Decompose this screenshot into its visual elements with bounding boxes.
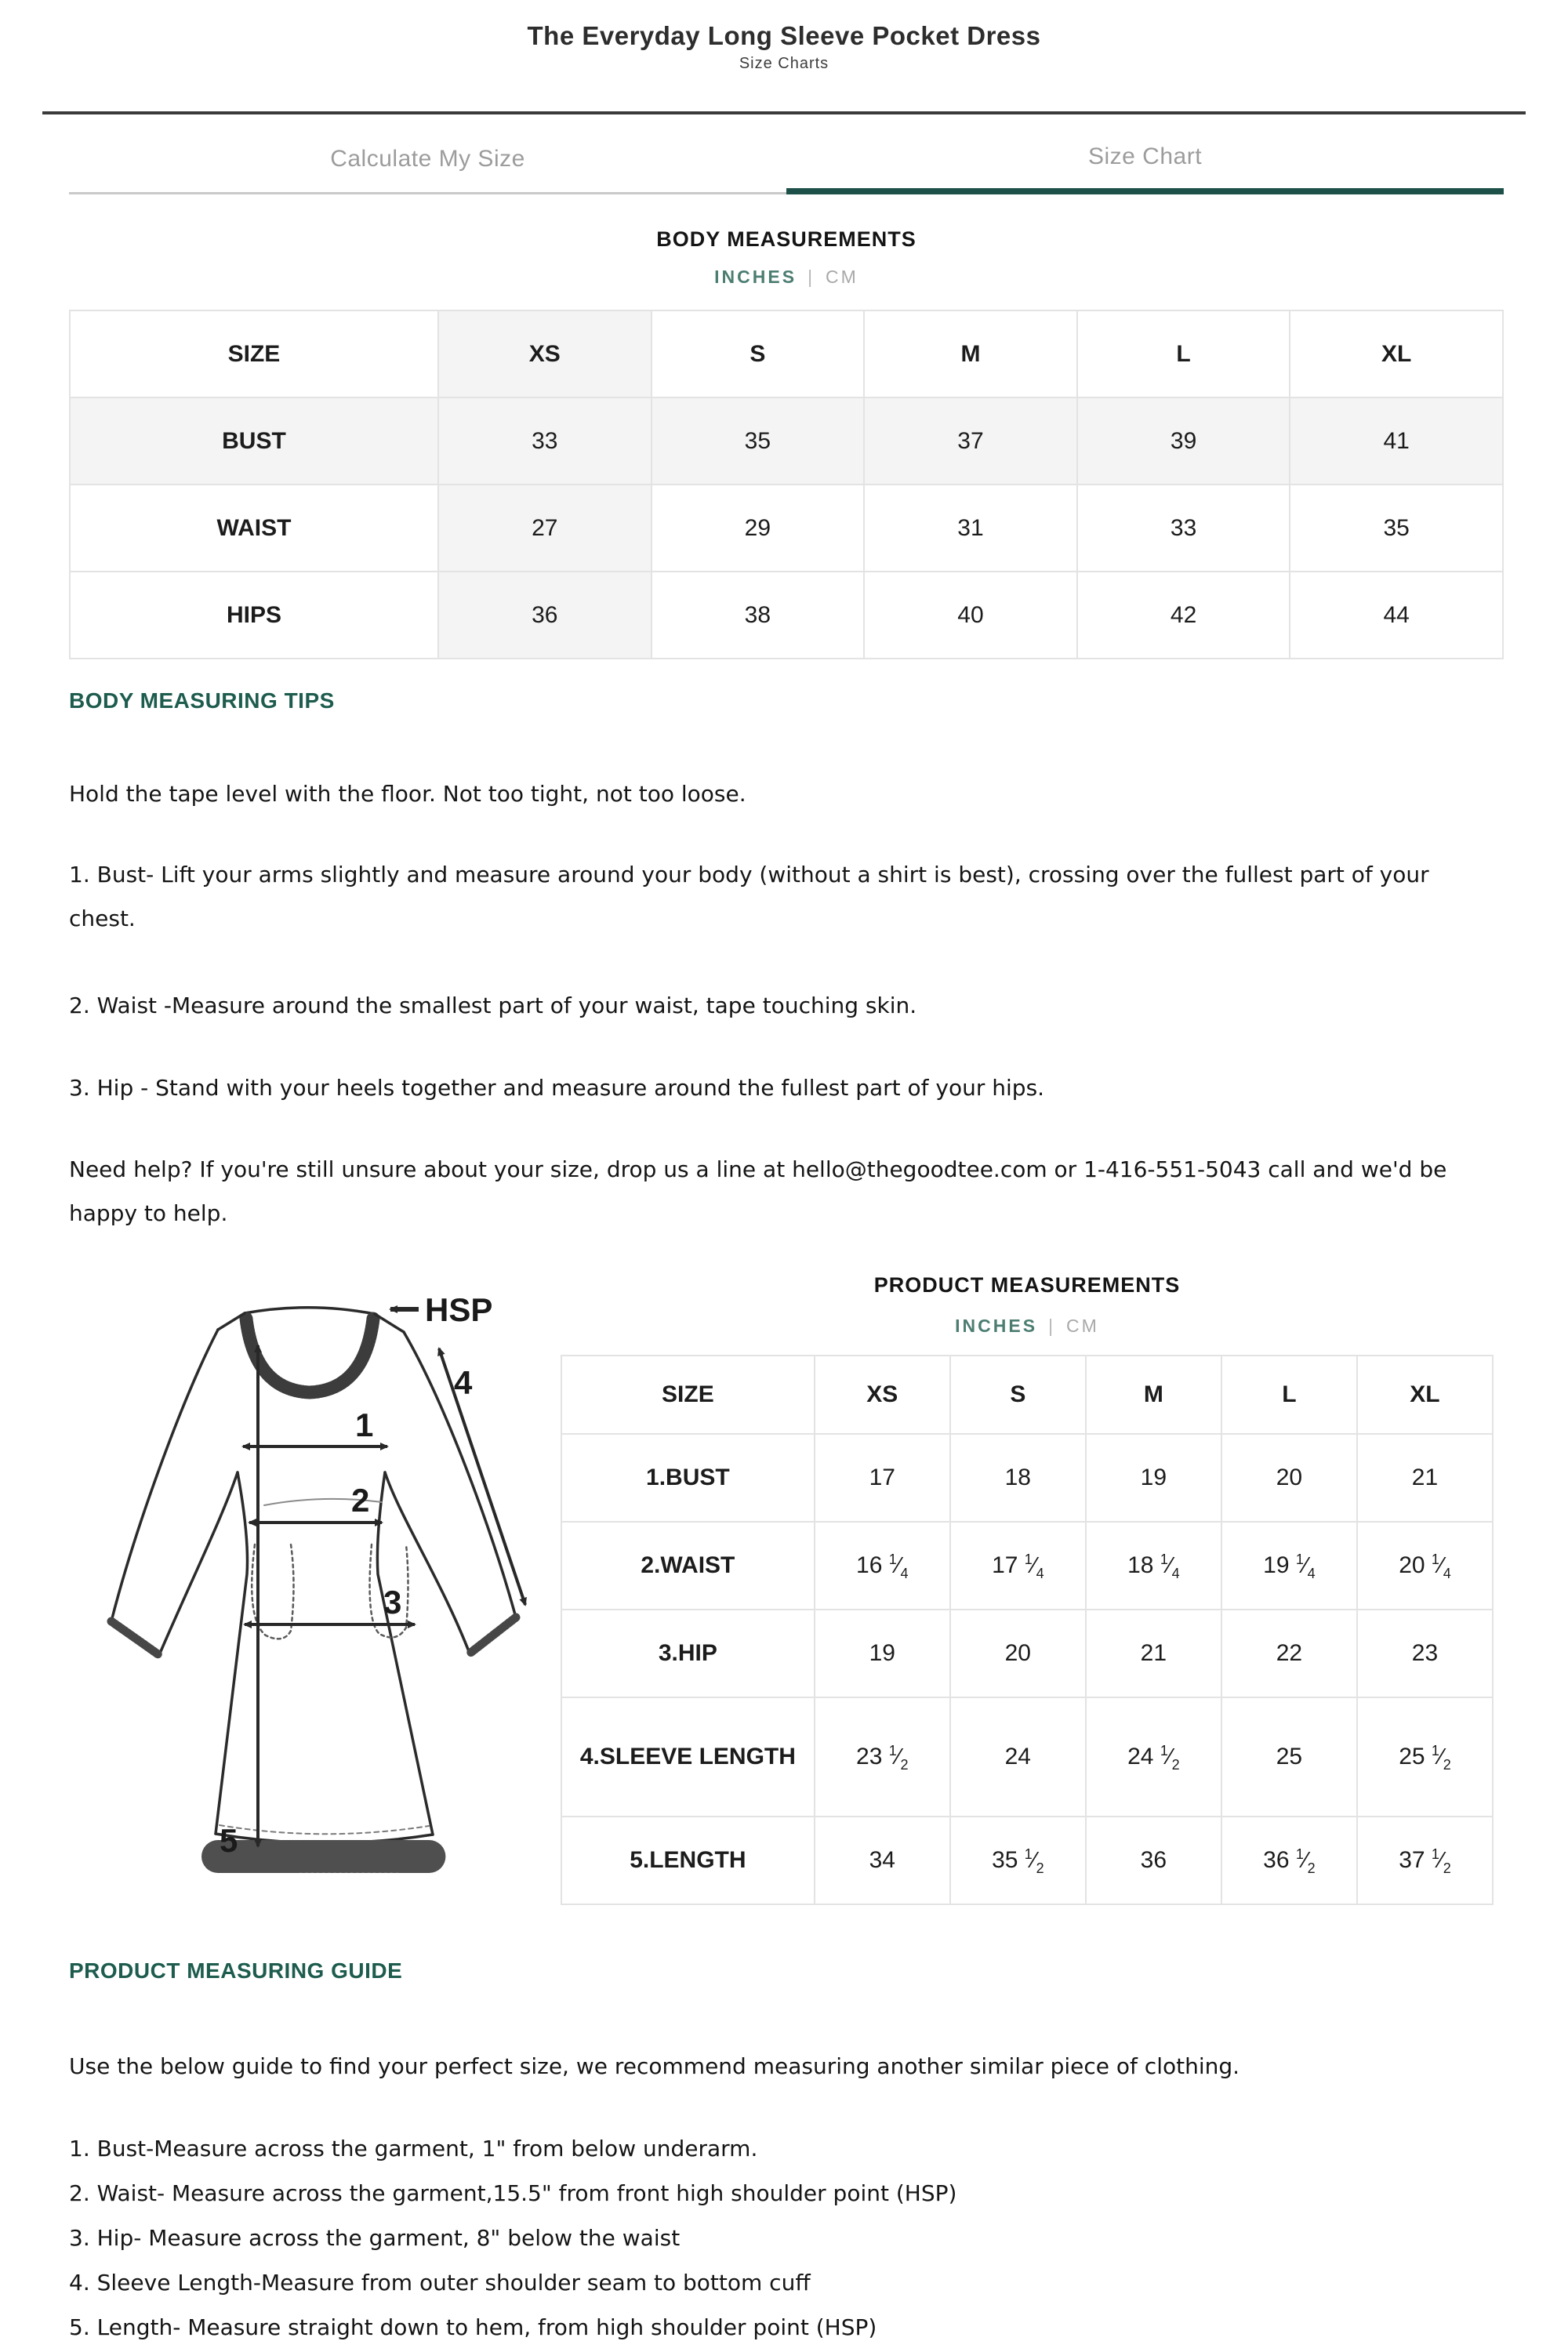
body-measuring-tips-heading: BODY MEASURING TIPS — [69, 688, 335, 713]
sleeve-arrow — [439, 1348, 525, 1605]
column-header-xl: XL — [1290, 310, 1503, 397]
row-label-waist: WAIST — [70, 485, 438, 572]
column-header-size: SIZE — [70, 310, 438, 397]
column-header-xl: XL — [1357, 1356, 1493, 1434]
table-row-hip — [561, 1610, 1493, 1697]
table-cell: 34 — [815, 1817, 950, 1904]
table-cell: 35 $^1⁄_2$ — [950, 1817, 1086, 1904]
row-label-waist: 2.WAIST — [561, 1522, 815, 1610]
column-header-l: L — [1221, 1356, 1357, 1434]
guide-item-length: 5. Length- Measure straight down to hem, from high shoulder point (HSP) — [69, 2314, 877, 2340]
row-label-hip: 3.HIP — [561, 1610, 815, 1697]
table-cell: 17 $^1⁄_4$ — [950, 1522, 1086, 1610]
table-cell: 36 $^1⁄_2$ — [1221, 1817, 1357, 1904]
left-cuff — [111, 1621, 159, 1655]
table-cell: 25 — [1221, 1697, 1357, 1817]
product-unit-toggle — [561, 1316, 1494, 1337]
guide-list — [69, 2126, 1472, 2350]
dress-measurement-diagram — [64, 1270, 550, 1897]
column-header-s: S — [652, 310, 865, 397]
header-divider — [42, 111, 1526, 114]
unit-separator: | — [808, 267, 815, 287]
tab-size-chart[interactable]: Size Chart — [786, 125, 1504, 194]
body-measurements-heading: BODY MEASUREMENTS — [656, 227, 916, 251]
length-label: 5 — [220, 1822, 238, 1859]
guide-item-bust: 1. Bust-Measure across the garment, 1" from below underarm. — [69, 2136, 758, 2161]
column-header-m: M — [1086, 1356, 1221, 1434]
help-text: Need help? If you're still unsure about your size, drop us a line at hello@thegoodtee.com or 1-416-551-5043 call and we'd be happy to help. — [69, 1156, 1447, 1226]
waist-label: 2 — [351, 1482, 370, 1519]
table-cell: 29 — [652, 485, 865, 572]
table-cell: 33 — [438, 397, 652, 485]
body-measurements-table — [69, 310, 1504, 659]
product-measurements-heading: PRODUCT MEASUREMENTS — [873, 1273, 1181, 1297]
guide-intro: Use the below guide to find your perfect size, we recommend measuring another similar piece of clothing. — [69, 2053, 1240, 2079]
table-cell: 41 — [1290, 397, 1503, 485]
guide-item-hip: 3. Hip- Measure across the garment, 8" below the waist — [69, 2225, 681, 2251]
table-cell: 40 — [864, 572, 1077, 659]
right-cuff — [470, 1617, 516, 1653]
table-cell: 24 — [950, 1697, 1086, 1817]
row-label-bust: 1.BUST — [561, 1434, 815, 1522]
table-row-waist — [70, 485, 1503, 572]
table-cell: 36 — [1086, 1817, 1221, 1904]
page-title: The Everyday Long Sleeve Pocket Dress — [527, 21, 1041, 50]
table-cell: 33 — [1077, 485, 1290, 572]
table-header-row — [561, 1356, 1493, 1434]
tab-bar — [69, 125, 1504, 194]
table-row-bust — [70, 397, 1503, 485]
table-cell: 19 — [1086, 1434, 1221, 1522]
unit-cm-toggle[interactable]: CM — [826, 267, 858, 287]
column-header-xs: XS — [438, 310, 652, 397]
unit-inches-toggle[interactable]: INCHES — [955, 1316, 1038, 1336]
body-unit-toggle — [69, 267, 1504, 288]
table-cell: 21 — [1357, 1434, 1493, 1522]
table-cell: 25 $^1⁄_2$ — [1357, 1697, 1493, 1817]
guide-item-waist: 2. Waist- Measure across the garment,15.5" from front high shoulder point (HSP) — [69, 2180, 957, 2206]
table-cell: 18 $^1⁄_4$ — [1086, 1522, 1221, 1610]
tip-waist: 2. Waist -Measure around the smallest part of your waist, tape touching skin. — [69, 993, 917, 1018]
column-header-l: L — [1077, 310, 1290, 397]
table-row-waist — [561, 1522, 1493, 1610]
table-cell: 27 — [438, 485, 652, 572]
table-header-row — [70, 310, 1503, 397]
tip-bust: 1. Bust- Lift your arms slightly and measure around your body (without a shirt is best), crossing over the fullest part of your chest. — [69, 862, 1429, 931]
table-cell: 35 — [652, 397, 865, 485]
product-measuring-guide-heading: PRODUCT MEASURING GUIDE — [69, 1958, 403, 1983]
table-cell: 23 — [1357, 1610, 1493, 1697]
column-header-xs: XS — [815, 1356, 950, 1434]
tab-calculate-my-size[interactable]: Calculate My Size — [69, 125, 786, 194]
table-row-hips — [70, 572, 1503, 659]
table-cell: 20 $^1⁄_4$ — [1357, 1522, 1493, 1610]
table-cell: 18 — [950, 1434, 1086, 1522]
table-cell: 37 — [864, 397, 1077, 485]
table-cell: 31 — [864, 485, 1077, 572]
table-cell: 36 — [438, 572, 652, 659]
table-cell: 39 — [1077, 397, 1290, 485]
tip-hip: 3. Hip - Stand with your heels together and measure around the fullest part of your hips. — [69, 1075, 1045, 1101]
column-header-s: S — [950, 1356, 1086, 1434]
table-cell: 16 $^1⁄_4$ — [815, 1522, 950, 1610]
product-measurements-table — [561, 1355, 1494, 1905]
masthead — [0, 19, 1568, 73]
table-row-bust — [561, 1434, 1493, 1522]
unit-separator: | — [1048, 1316, 1056, 1336]
table-cell: 23 $^1⁄_2$ — [815, 1697, 950, 1817]
product-measurements-section — [69, 1270, 1504, 1921]
table-cell: 44 — [1290, 572, 1503, 659]
table-cell: 17 — [815, 1434, 950, 1522]
table-cell: 21 — [1086, 1610, 1221, 1697]
table-cell: 35 — [1290, 485, 1503, 572]
neckline-trim — [246, 1319, 373, 1392]
tips-intro: Hold the tape level with the floor. Not too tight, not too loose. — [69, 781, 746, 807]
row-label-sleeve-length: 4.SLEEVE LENGTH — [561, 1697, 815, 1817]
page-subtitle: Size Charts — [739, 55, 829, 72]
sleeve-label: 4 — [454, 1364, 473, 1401]
table-cell: 37 $^1⁄_2$ — [1357, 1817, 1493, 1904]
guide-item-sleeve: 4. Sleeve Length-Measure from outer shoulder seam to bottom cuff — [69, 2270, 811, 2296]
bust-label: 1 — [355, 1406, 374, 1443]
table-cell: 19 $^1⁄_4$ — [1221, 1522, 1357, 1610]
hem-stitch — [220, 1825, 429, 1834]
table-row-length — [561, 1817, 1493, 1904]
row-label-length: 5.LENGTH — [561, 1817, 815, 1904]
table-cell: 24 $^1⁄_2$ — [1086, 1697, 1221, 1817]
unit-inches-toggle[interactable]: INCHES — [714, 267, 797, 287]
table-cell: 19 — [815, 1610, 950, 1697]
unit-cm-toggle[interactable]: CM — [1066, 1316, 1099, 1336]
hsp-label: HSP — [425, 1291, 493, 1328]
row-label-bust: BUST — [70, 397, 438, 485]
row-label-hips: HIPS — [70, 572, 438, 659]
table-cell: 38 — [652, 572, 865, 659]
table-cell: 22 — [1221, 1610, 1357, 1697]
hip-label: 3 — [383, 1584, 402, 1621]
table-cell: 20 — [950, 1610, 1086, 1697]
table-cell: 20 — [1221, 1434, 1357, 1522]
table-row-sleeve-length — [561, 1697, 1493, 1817]
table-cell: 42 — [1077, 572, 1290, 659]
column-header-m: M — [864, 310, 1077, 397]
column-header-size: SIZE — [561, 1356, 815, 1434]
